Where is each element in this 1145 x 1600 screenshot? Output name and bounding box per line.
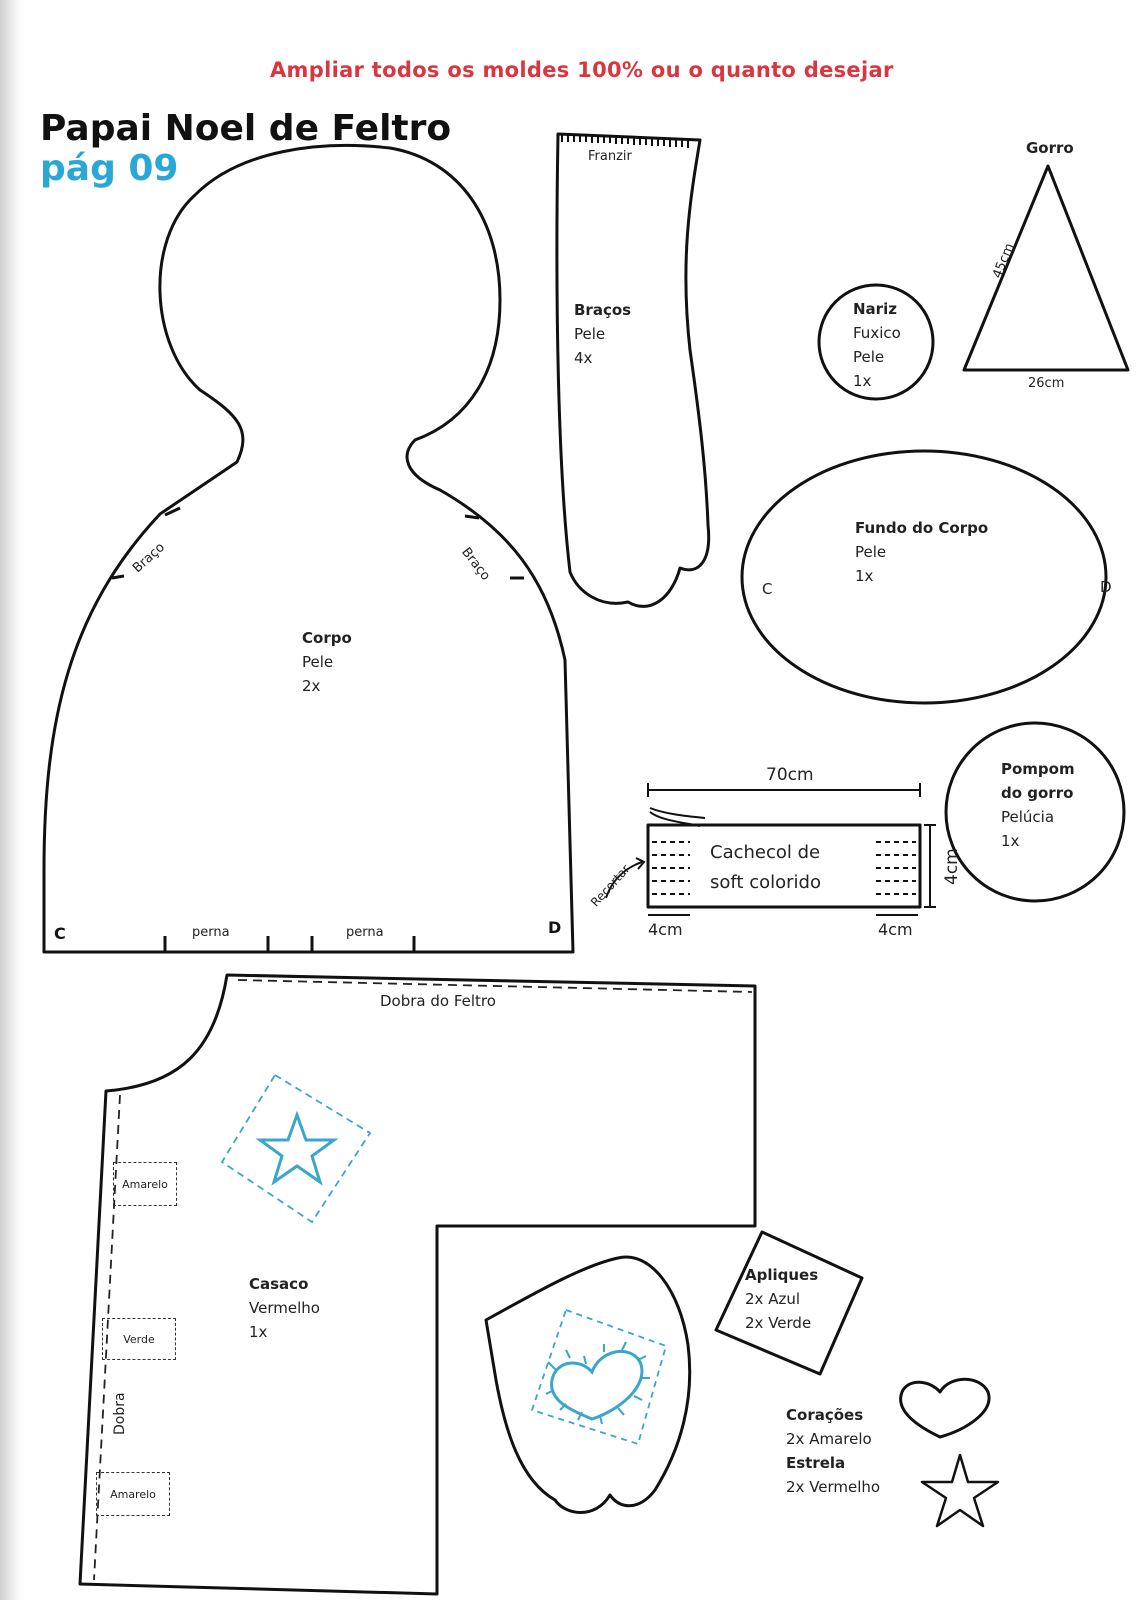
page-title: Papai Noel de Feltro <box>40 108 452 149</box>
arm-gather-mark: Franzir <box>588 149 632 164</box>
mitten-outline <box>486 1257 690 1513</box>
mitten-heart-applique <box>532 1310 666 1444</box>
body-arm-mark-left: Braço <box>130 540 168 577</box>
pompom-label: Pompom do gorro Pelúcia 1x <box>1001 760 1075 850</box>
body-leg-mark-left: perna <box>192 925 230 940</box>
coat-label: Casaco Vermelho 1x <box>249 1275 320 1341</box>
body-leg-mark-right: perna <box>346 925 384 940</box>
body-mark-d: D <box>548 918 562 937</box>
coat-button-placement-1: Amarelo <box>113 1162 177 1206</box>
body-base-label: Fundo do Corpo Pele 1x <box>855 519 989 585</box>
nose-label: Nariz Fuxico Pele 1x <box>853 300 901 390</box>
hat-base-measure: 26cm <box>1028 376 1065 391</box>
scarf-fringe-left: 4cm <box>648 920 683 939</box>
page-number: pág 09 <box>40 148 179 189</box>
body-base-mark-c: C <box>762 580 773 598</box>
arm-outline <box>557 134 709 606</box>
body-base-mark-d: D <box>1100 578 1112 596</box>
coat-button-placement-3: Amarelo <box>96 1472 170 1516</box>
hat-side-measure: 45cm <box>990 241 1018 281</box>
scarf-label: Cachecol de soft colorido <box>710 842 821 893</box>
scarf-length: 70cm <box>766 765 814 785</box>
hat-title: Gorro <box>1026 139 1074 157</box>
scarf-height: 4cm <box>942 848 962 885</box>
coat-fold-side: Dobra <box>112 1392 128 1435</box>
coat-star-applique <box>222 1075 370 1222</box>
coat-outline <box>80 975 755 1594</box>
hearts-star-label: Corações 2x Amarelo Estrela 2x Vermelho <box>786 1406 881 1496</box>
body-label: Corpo Pele 2x <box>302 629 352 695</box>
arm-label: Braços Pele 4x <box>574 301 632 367</box>
enlarge-instruction: Ampliar todos os moldes 100% ou o quanto desejar <box>270 58 894 82</box>
scarf-cut-mark: Recortar <box>588 862 633 910</box>
star-outline <box>922 1455 998 1526</box>
scarf-fringe-right: 4cm <box>878 920 913 939</box>
body-mark-c: C <box>54 924 66 943</box>
body-arm-mark-right: Braço <box>458 545 493 584</box>
coat-fold-top: Dobra do Feltro <box>380 992 496 1010</box>
heart-outline <box>901 1379 989 1437</box>
body-outline <box>44 145 573 952</box>
applique-label: Apliques 2x Azul 2x Verde <box>745 1266 819 1332</box>
hat-outline <box>964 166 1128 370</box>
coat-button-placement-2: Verde <box>102 1318 176 1360</box>
